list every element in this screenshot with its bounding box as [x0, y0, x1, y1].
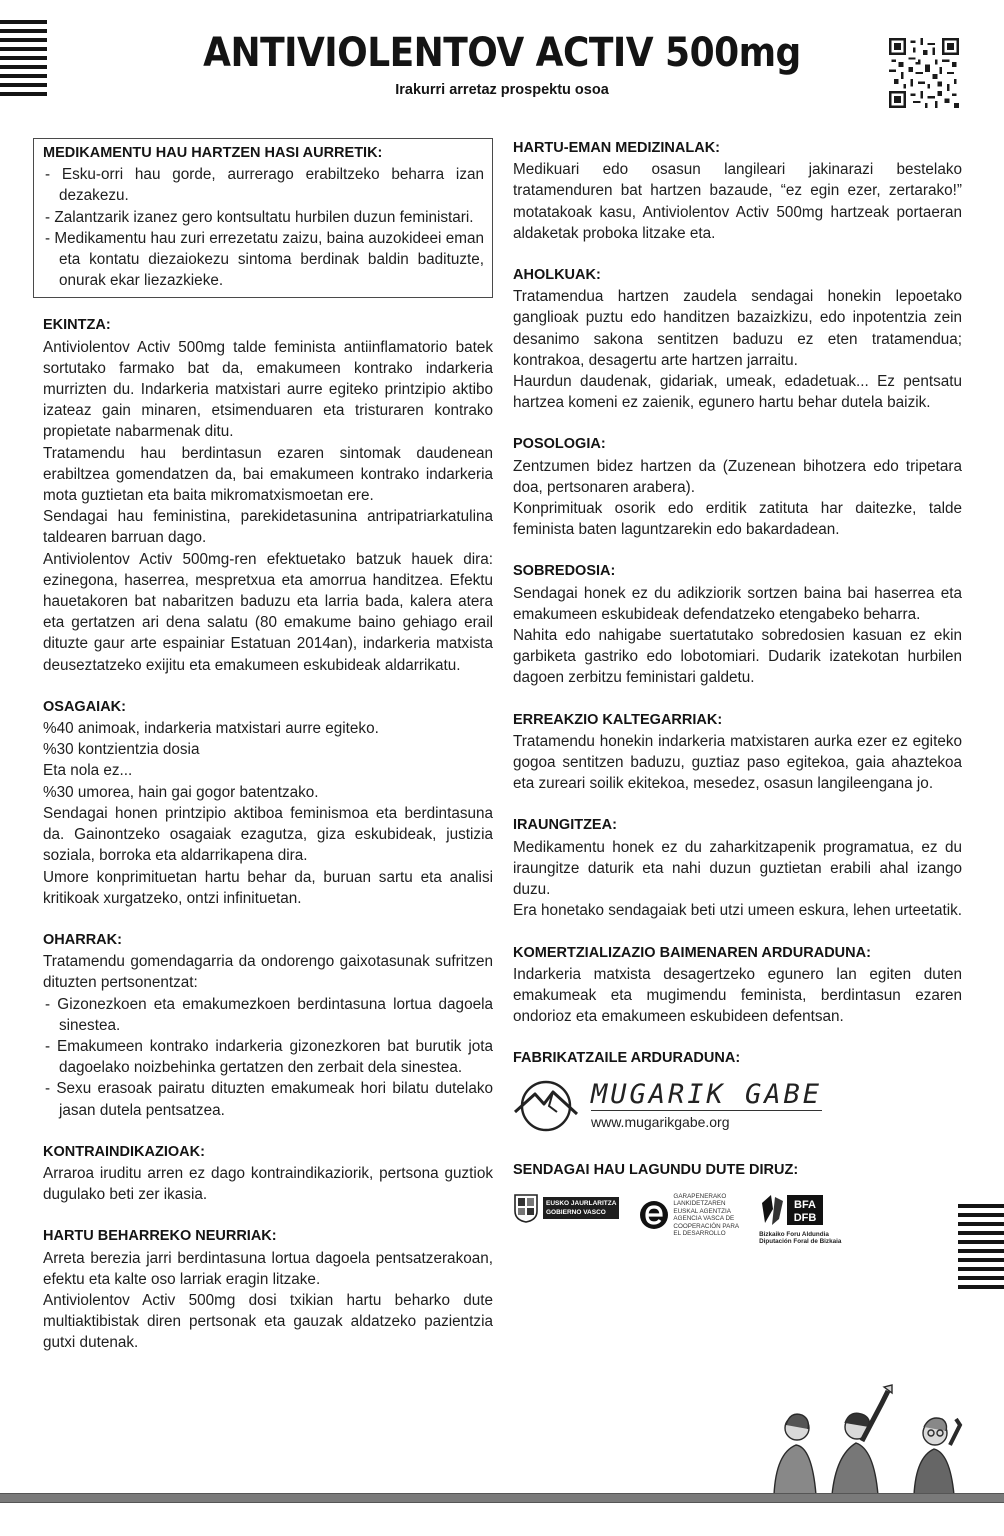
section-fabrikatzaile	[513, 1048, 962, 1133]
list-item: - Esku-orri hau gorde, aurrerago erabiltzeko beharra izan dezakezu.	[45, 166, 484, 205]
mugarik-gabe-logo[interactable]	[513, 1076, 962, 1134]
section-osagaiak	[33, 697, 493, 909]
euskal-agentzia-logo[interactable]	[639, 1193, 739, 1238]
bfa-text: BFA	[794, 1198, 817, 1211]
section-komertzializazio	[513, 943, 962, 1028]
eusko-jaurlaritza-logo[interactable]	[513, 1193, 619, 1223]
sponsor-logos	[513, 1193, 962, 1246]
section-heading: KONTRAINDIKAZIOAK:	[43, 1143, 205, 1160]
list-item: - Sexu erasoak pairatu dituzten emakumeak hori bilatu dutelako jasan dutela pentsatzea.	[45, 1080, 493, 1119]
stripes-icon	[958, 1204, 1004, 1289]
right-column	[513, 138, 962, 1246]
paragraph: Konprimituak osorik edo erditik zatituta har daitezke, talde feminista baten laguntzarekin edo bakardadean.	[513, 500, 962, 539]
logo-url[interactable]: www.mugarikgabe.org	[591, 1113, 730, 1130]
paragraph: Antiviolentov Activ 500mg dosi txikian hartu beharko dute multiaktibistak diren pertsonak eta gauzak aldatzeko pazientzia gutxi dutenak.	[43, 1291, 493, 1352]
bfa-caption	[759, 1231, 841, 1246]
section-heading: KOMERTZIALIZAZIO BAIMENAREN ARDURADUNA:	[513, 944, 871, 961]
section-erreakzio	[513, 710, 962, 795]
left-column	[33, 138, 493, 1375]
paragraph: Sendagai honek ez du adikziorik sortzen baina bai haserrea eta emakumeen eskubideak defendatzeko etengabeko beharra.	[513, 584, 962, 623]
paragraph: %30 kontzientzia dosia	[43, 741, 200, 759]
paragraph: Nahita edo nahigabe suertatutako sobredosien kasuan ez ekin garbiketa gastriko edo lobotomiari. Dudarik izatekotan hurbilen dagoen zerbitzu feministari galdetu.	[513, 627, 962, 687]
header	[0, 30, 1004, 98]
logo-text	[591, 1080, 822, 1130]
paragraph: Tratamendu hau berdintasun ezaren sintomak daudenean erabiltzea gomendatzen da, bai emakumeen kontrako indarkeria mota guztietan eta baita mikromatxismoetan ere.	[43, 444, 493, 505]
paragraph: Medikamentu honek ez du zaharkitzapenik programatua, ez du iraungitze daturik eta nahi duzun guztietan erabili ahal izango duzu.	[513, 838, 962, 899]
warning-box	[33, 138, 493, 298]
paragraph: Zentzumen bidez hartzen da (Zuzenean bihotzera edo tripetara doa, pertsonaren arabera).	[513, 457, 962, 496]
page-subtitle: Irakurri arretaz prospektu osoa	[395, 82, 609, 98]
section-iraungitzea	[513, 815, 962, 921]
section-posologia	[513, 434, 962, 540]
section-oharrak	[33, 930, 493, 1121]
bfa-caption-line-2: Diputación Foral de Bizkaia	[759, 1238, 842, 1246]
paragraph: Haurdun daudenak, gidariak, umeak, edadetuak... Ez pentsatu hartzea komeni ez zaienik, egunero hartu behar dutela baizik.	[513, 373, 962, 412]
eusko-label	[543, 1197, 619, 1219]
e-agency-label	[673, 1193, 739, 1238]
bfa-dfb-logo[interactable]	[759, 1193, 841, 1246]
e-line-3: EUSKAL AGENTZIA	[673, 1207, 731, 1215]
section-heading: MEDIKAMENTU HAU HARTZEN HASI AURRETIK:	[43, 145, 383, 161]
letter-e-logo-icon	[639, 1198, 669, 1232]
section-ekintza	[33, 315, 493, 675]
bfa-caption-line-1: Bizkaiko Foru Aldundia	[759, 1230, 829, 1238]
paragraph: Era honetako sendagaiak beti utzi umeen eskura, lehen urteetatik.	[513, 902, 962, 920]
section-heading: AHOLKUAK:	[513, 267, 601, 284]
bottom-bar	[0, 1493, 1004, 1503]
paragraph: Umore konprimituetan hartu behar da, buruan sartu eta analisi kritikoak xurgatzeko, ontzi infinituetan.	[43, 868, 493, 907]
section-heading: FABRIKATZAILE ARDURADUNA:	[513, 1050, 741, 1067]
list-item: - Zalantzarik izanez gero kontsultatu hurbilen duzun feministari.	[45, 208, 474, 226]
paragraph: Tratamendu honekin indarkeria matxistaren aurka ezer ez egiteko gogoa sentitzen baduzu, guztiaz paso egitekoa, gaia ahaztekoa eta zureari soilik ekitekoa, mesedez, osasun langileengana jo.	[513, 732, 962, 793]
paragraph: Antiviolentov Activ 500mg talde feminista antiinflamatorio batek sortutako farmako bat da, emakumeen kontrako indarkeria murrizten du. Indarkeria matxistari aurre egiteko printzipio aktibo izateaz gain minaren, etsimenduaren eta tristuraren kontrako propietate nabarmenak ditu.	[43, 338, 493, 441]
eusko-line-2: GOBIERNO VASCO	[546, 1208, 606, 1216]
paragraph: Arraroa iruditu arren ez dago kontraindikaziorik, pertsona guztiok dugulako beti zer ikasia.	[43, 1164, 493, 1204]
section-hartu-eman	[513, 138, 962, 244]
paragraph: Medikuari edo osasun langileari jakinarazi bestelako tratamenduren bat hartzen bazaude, “ez egin ezer, zertarako!” motatakoak kasu, Antiviolentov Activ 500mg hartzeak portaeran aldaketak proboka litzake eta.	[513, 161, 962, 242]
section-aholkuak	[513, 265, 962, 413]
section-heading: SOBREDOSIA:	[513, 563, 616, 580]
list-item: - Emakumeen kontrako indarkeria gizonezkoren bat burutik jota dagoelako noizbehinka gertatzen den zerbait dela sinestea.	[45, 1037, 493, 1077]
section-heading: SENDAGAI HAU LAGUNDU DUTE DIRUZ:	[513, 1161, 799, 1178]
section-heading: OHARRAK:	[43, 931, 122, 948]
eusko-line-1: EUSKO JAURLARITZA	[546, 1199, 617, 1207]
paragraph: %40 animoak, indarkeria matxistari aurre egiteko.	[43, 720, 379, 738]
cartoon-women-illustration	[764, 1383, 984, 1495]
e-line-6: EL DESARROLLO	[673, 1230, 726, 1238]
section-heading: HARTU BEHARREKO NEURRIAK:	[43, 1228, 277, 1245]
bfa-dfb-logo-icon	[759, 1193, 825, 1227]
section-heading: EKINTZA:	[43, 317, 111, 334]
paragraph: Sendagai hau feministina, parekidetasunina antripatriarkatulina taldearen barruan dago.	[43, 508, 493, 547]
section-heading: HARTU-EMAN MEDIZINALAK:	[513, 140, 721, 156]
paragraph: Eta nola ez...	[43, 762, 133, 780]
section-heading: OSAGAIAK:	[43, 698, 126, 715]
section-kontraindikazioak	[33, 1142, 493, 1206]
mountain-circle-logo-icon	[513, 1076, 579, 1134]
e-line-1: GARAPENERAKO	[673, 1192, 727, 1200]
section-sponsors	[513, 1160, 962, 1246]
paragraph: Sendagai honen printzipio aktiboa feminismoa eta berdintasuna da. Gainontzeko osagaiak ezagutza, giza eskubideak, justizia soziala, borroka eta aldarrikapena dira.	[43, 804, 493, 865]
paragraph: Arreta berezia jarri berdintasuna lortua dagoela pentsatzerakoan, efektu eta kalte oso larriak eragin litzake.	[43, 1249, 493, 1288]
section-neurriak	[33, 1226, 493, 1353]
e-line-5: COOPERACIÓN PARA	[673, 1222, 740, 1230]
paragraph: Tratamendu gomendagarria da ondorengo gaixotasunak sufritzen dituzten pertsonentzat:	[43, 953, 493, 992]
logo-name: MUGARIK GABE	[591, 1078, 823, 1110]
section-heading: POSOLOGIA:	[513, 436, 606, 453]
paragraph: Antiviolentov Activ 500mg-ren efektuetako batzuk hauek dira: ezinegona, haserrea, mespretxua eta amorrua handitzea. Efektu hauetakoren bat nabaritzen baduzu eta larria bada, kalera atera eta gertatzen ari dena salatu (80 emakume baino gehiago erail dituzte gaur arte espainiar Estatuan 2014an), indarkeria matxista deuseztatzeko exijitu eta emakumeen eskubideak aldarrikatu.	[43, 550, 493, 674]
paragraph: Tratamendua hartzen zaudela sendagai honekin lepoetako ganglioak puztu edo handitzen bazaizkizu, edo inpotentzia zein desanimo sakona sentitzen baduzu ez eten tratamendua; kontrakoa, desagertu arte hartzen jarraitu.	[513, 288, 962, 369]
section-sobredosia	[513, 561, 962, 688]
list-item: - Medikamentu hau zuri errezetatu zaizu, baina auzokideei eman eta kontatu diezaiokezu sintoma berdinak baldin badituzte, onurak ekar liezazkieke.	[45, 229, 484, 290]
e-line-4: AGENCIA VASCA DE	[673, 1215, 735, 1223]
list-item: - Gizonezkoen eta emakumezkoen berdintasuna lortua dagoela sinestea.	[45, 995, 493, 1034]
paragraph: %30 umorea, hain gai gogor batentzako.	[43, 783, 319, 801]
dfb-text: DFB	[793, 1211, 817, 1224]
section-heading: ERREAKZIO KALTEGARRIAK:	[513, 711, 723, 728]
paragraph: Indarkeria matxista desagertzeko egunero lan egiten duten emakumeak eta mugimendu feminista, berdintasun ezaren ondorioz eta emakumeen eskubideen defentsan.	[513, 965, 962, 1026]
coat-of-arms-icon	[513, 1193, 539, 1223]
section-heading: IRAUNGITZEA:	[513, 817, 617, 834]
qr-code-icon[interactable]	[889, 38, 959, 108]
page-title: ANTIVIOLENTOV ACTIV 500mg	[203, 30, 801, 76]
e-line-2: LANKIDETZAREN	[673, 1200, 726, 1208]
